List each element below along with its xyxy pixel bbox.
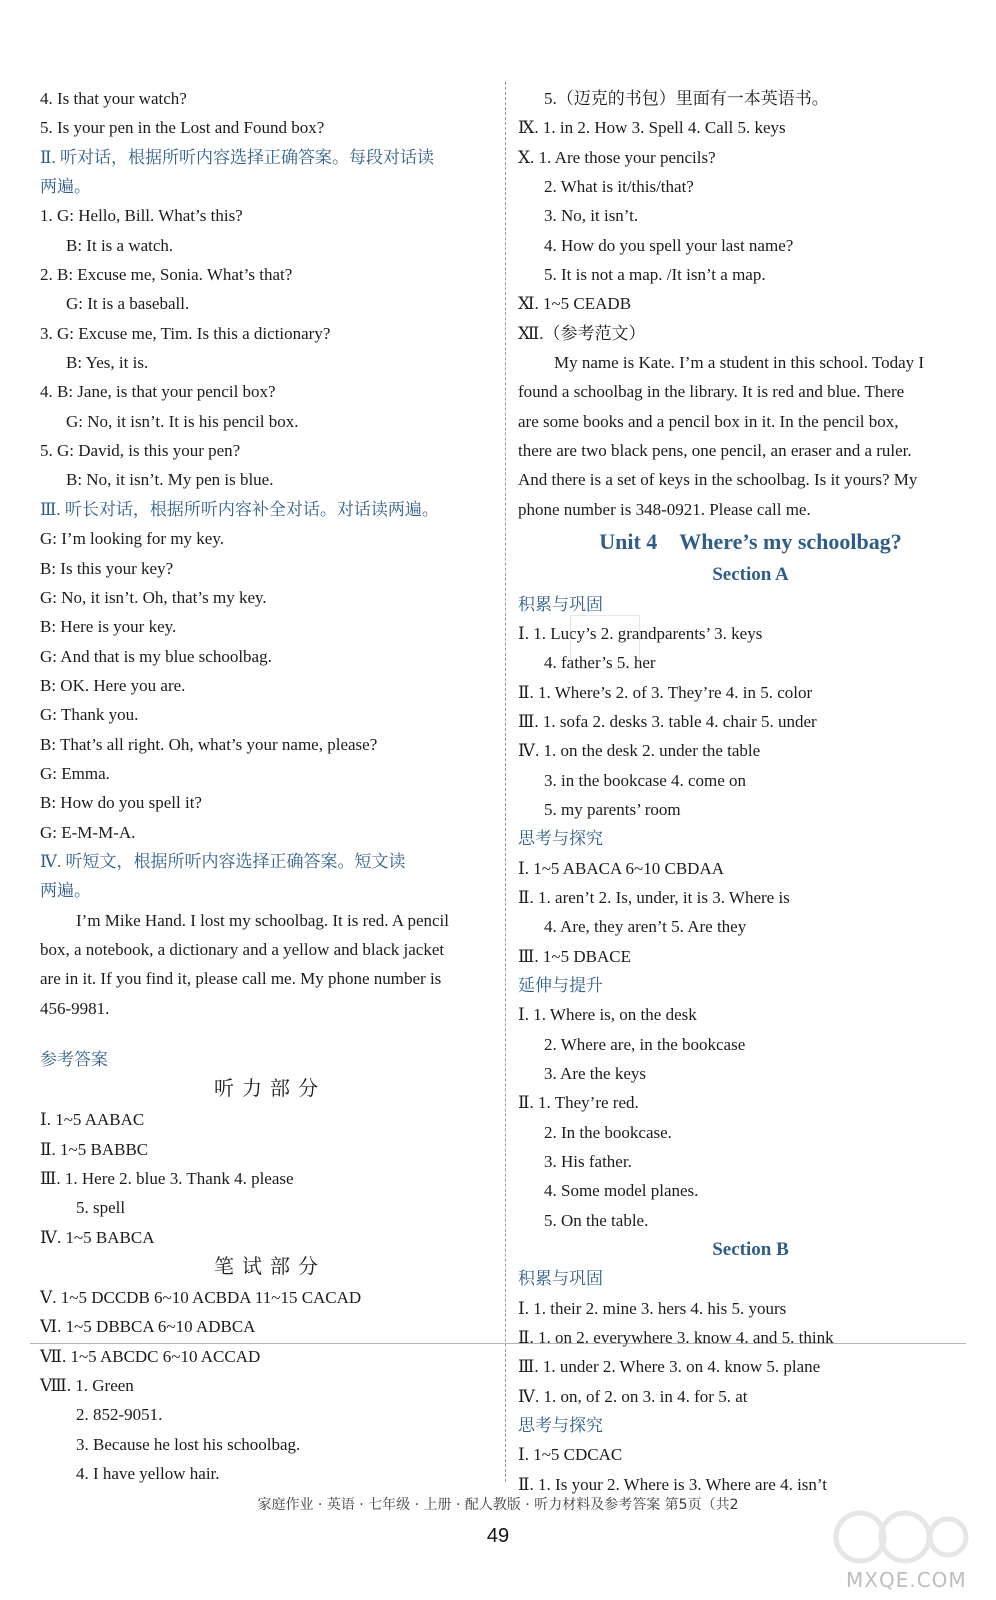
right-line: Ⅸ. 1. in 2. How 3. Spell 4. Call 5. keys — [518, 118, 786, 138]
right-line: Ⅲ. 1. sofa 2. desks 3. table 4. chair 5. under — [518, 711, 817, 731]
right-line: 5. It is not a map. /It isn’t a map. — [544, 265, 766, 285]
left-line: box, a notebook, a dictionary and a yellow and black jacket — [40, 939, 445, 959]
spacer — [40, 1023, 500, 1045]
watermark-site-text: MXQE.COM — [846, 1568, 967, 1592]
right-line: Ⅹ. 1. Are those your pencils? — [518, 147, 716, 167]
right-line: Ⅱ. 1. They’re red. — [518, 1093, 639, 1113]
stamp-mark — [570, 615, 640, 669]
left-line: are in it. If you find it, please call me. My phone number is — [40, 969, 442, 989]
left-line: B: No, it isn’t. My pen is blue. — [66, 470, 274, 490]
left-line: Ⅲ. 1. Here 2. blue 3. Thank 4. please — [40, 1169, 294, 1189]
subsection-heading: 思考与探究 — [518, 829, 603, 849]
left-line: Ⅷ. 1. Green — [40, 1376, 134, 1396]
left-line: G: It is a baseball. — [66, 294, 190, 314]
left-line: Ⅵ. 1~5 DBBCA 6~10 ADBCA — [40, 1317, 256, 1337]
right-line: Ⅰ. 1~5 ABACA 6~10 CBDAA — [518, 858, 725, 878]
right-line: Ⅳ. 1. on, of 2. on 3. in 4. for 5. at — [518, 1386, 748, 1406]
right-line: found a schoolbag in the library. It is red and blue. There — [518, 382, 905, 402]
unit-number: Unit 4 — [599, 529, 658, 555]
section-heading: Section B — [712, 1239, 789, 1261]
left-line: Ⅰ. 1~5 AABAC — [40, 1110, 145, 1130]
instruction-line: Ⅲ. 听长对话，根据所听内容补全对话。对话读两遍。 — [40, 499, 439, 519]
right-line: Ⅲ. 1~5 DBACE — [518, 946, 631, 966]
left-line: 5. Is your pen in the Lost and Found box? — [40, 118, 325, 138]
right-line: Ⅰ. 1. their 2. mine 3. hers 4. his 5. yours — [518, 1298, 787, 1318]
left-line: 2. 852-9051. — [76, 1405, 163, 1425]
instruction-line: Ⅳ. 听短文，根据所听内容选择正确答案。短文读 — [40, 851, 406, 871]
right-line: Ⅺ. 1~5 CEADB — [518, 294, 632, 314]
right-line: 2. Where are, in the bookcase — [544, 1034, 746, 1054]
left-line: Ⅳ. 1~5 BABCA — [40, 1227, 155, 1247]
left-line: B: Here is your key. — [40, 617, 177, 637]
left-column — [40, 84, 500, 1488]
right-line: 2. What is it/this/that? — [544, 177, 694, 197]
left-line: B: That’s all right. Oh, what’s your name, please? — [40, 734, 378, 754]
instruction-line: 两遍。 — [40, 177, 91, 197]
subsection-heading: 延伸与提升 — [518, 975, 603, 995]
page-number: 49 — [486, 1525, 510, 1547]
left-line: 4. B: Jane, is that your pencil box? — [40, 382, 276, 402]
left-line: G: I’m looking for my key. — [40, 529, 224, 549]
right-line: And there is a set of keys in the schoolbag. Is it yours? My — [518, 470, 918, 490]
left-line: G: Emma. — [40, 763, 110, 783]
right-line: 5.（迈克的书包）里面有一本英语书。 — [544, 89, 829, 108]
right-line: 2. In the bookcase. — [544, 1122, 672, 1142]
subsection-heading: 参考答案 — [40, 1050, 108, 1069]
left-line: G: And that is my blue schoolbag. — [40, 646, 272, 666]
left-line: 5. G: David, is this your pen? — [40, 441, 241, 461]
left-line: Ⅶ. 1~5 ABCDC 6~10 ACCAD — [40, 1346, 261, 1366]
left-line: 2. B: Excuse me, Sonia. What’s that? — [40, 265, 293, 285]
left-line: B: How do you spell it? — [40, 793, 202, 813]
left-line: 3. G: Excuse me, Tim. Is this a dictionary? — [40, 323, 331, 343]
left-line: B: OK. Here you are. — [40, 675, 186, 695]
right-line: 4. Are, they aren’t 5. Are they — [544, 917, 747, 937]
part-heading: 笔试部分 — [214, 1256, 326, 1279]
left-line: 1. G: Hello, Bill. What’s this? — [40, 206, 243, 226]
right-line: 3. Are the keys — [544, 1064, 646, 1083]
left-line: B: Is this your key? — [40, 558, 174, 578]
right-line: Ⅱ. 1. Is your 2. Where is 3. Where are 4. isn’t — [518, 1474, 827, 1494]
left-line: 5. spell — [76, 1198, 126, 1218]
left-line: G: Thank you. — [40, 705, 139, 725]
right-line: phone number is 348-0921. Please call me. — [518, 499, 811, 519]
left-line: G: E-M-M-A. — [40, 822, 136, 842]
instruction-line: 两遍。 — [40, 881, 91, 901]
right-line: 4. Some model planes. — [544, 1181, 699, 1201]
right-line: Ⅰ. 1. Where is, on the desk — [518, 1005, 697, 1025]
right-line: 5. my parents’ room — [544, 799, 681, 819]
part-heading: 听力部分 — [214, 1078, 326, 1101]
left-line: 3. Because he lost his schoolbag. — [76, 1434, 301, 1454]
unit-title — [518, 524, 983, 560]
left-line: Ⅱ. 1~5 BABBC — [40, 1139, 149, 1159]
right-line: Ⅳ. 1. on the desk 2. under the table — [518, 741, 761, 761]
right-line: My name is Kate. I’m a student in this school. Today I — [554, 353, 925, 373]
right-line: Ⅱ. 1. on 2. everywhere 3. know 4. and 5. think — [518, 1328, 834, 1348]
left-line: 4. Is that your watch? — [40, 89, 187, 108]
subsection-heading: 思考与探究 — [518, 1416, 603, 1436]
left-line: Ⅴ. 1~5 DCCDB 6~10 ACBDA 11~15 CACAD — [40, 1288, 362, 1308]
subsection-heading: 积累与巩固 — [518, 1269, 603, 1289]
left-line: 4. I have yellow hair. — [76, 1464, 220, 1484]
right-line: Ⅰ. 1~5 CDCAC — [518, 1445, 623, 1465]
right-line: 5. On the table. — [544, 1210, 649, 1230]
left-line: B: It is a watch. — [66, 235, 174, 255]
unit-name: Where’s my schoolbag? — [679, 529, 902, 555]
left-line: 456-9981. — [40, 998, 110, 1018]
right-line: 3. No, it isn’t. — [544, 206, 639, 226]
right-line: Ⅻ.（参考范文） — [518, 323, 646, 343]
right-line: 3. His father. — [544, 1152, 632, 1172]
right-column — [518, 84, 983, 1499]
right-line: 3. in the bookcase 4. come on — [544, 770, 747, 790]
left-line: G: No, it isn’t. It is his pencil box. — [66, 411, 299, 431]
right-line: 4. father’s 5. her — [544, 653, 656, 673]
right-line: Ⅱ. 1. Where’s 2. of 3. They’re 4. in 5. color — [518, 682, 813, 702]
right-line: 4. How do you spell your last name? — [544, 235, 794, 255]
left-line: G: No, it isn’t. Oh, that’s my key. — [40, 587, 267, 607]
instruction-line: Ⅱ. 听对话，根据所听内容选择正确答案。每段对话读 — [40, 147, 435, 167]
section-heading: Section A — [712, 564, 789, 586]
right-line: there are two black pens, one pencil, an eraser and a ruler. — [518, 441, 912, 461]
page-footer: 家庭作业 · 英语 · 七年级 · 上册 · 配人教版 · 听力材料及参考答案 第5页（共2 — [257, 1497, 739, 1513]
left-line: I’m Mike Hand. I lost my schoolbag. It is red. A pencil — [76, 910, 449, 930]
right-line: Ⅰ. 1. Lucy’s 2. grandparents’ 3. keys — [518, 623, 763, 643]
right-line: Ⅱ. 1. aren’t 2. Is, under, it is 3. Where is — [518, 887, 790, 907]
right-line: Ⅲ. 1. under 2. Where 3. on 4. know 5. plane — [518, 1357, 821, 1377]
subsection-heading: 积累与巩固 — [518, 594, 603, 614]
column-divider — [505, 82, 506, 1482]
left-line: B: Yes, it is. — [66, 353, 149, 373]
right-line: are some books and a pencil box in it. In the pencil box, — [518, 411, 899, 431]
